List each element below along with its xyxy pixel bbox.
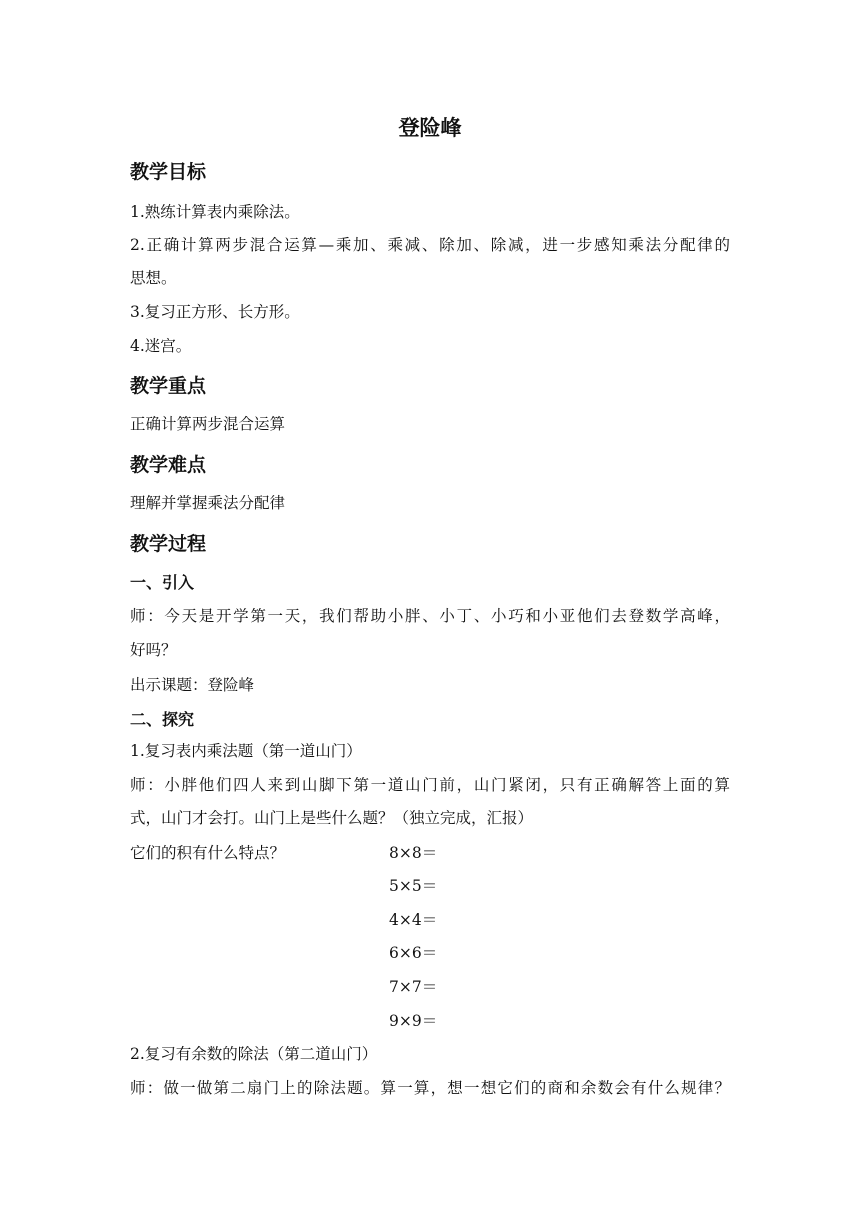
equation-6: 9×9＝ bbox=[389, 1012, 438, 1030]
difficulties-heading: 教学难点 bbox=[130, 454, 207, 476]
equation-4: 6×6＝ bbox=[389, 944, 438, 962]
explore-heading: 二、探究 bbox=[130, 710, 195, 729]
explore-step1-line-3: 它们的积有什么特点？ bbox=[130, 844, 286, 862]
document-title: 登险峰 bbox=[398, 116, 462, 140]
key-points-text: 正确计算两步混合运算 bbox=[130, 415, 286, 433]
explore-step1-line-2: 式，山门才会打。山门上是些什么题？（独立完成，汇报） bbox=[130, 809, 534, 827]
equation-5: 7×7＝ bbox=[389, 978, 438, 996]
goal-item-2-continued: 思想。 bbox=[130, 269, 177, 287]
equation-3: 4×4＝ bbox=[389, 911, 438, 929]
difficulties-text: 理解并掌握乘法分配律 bbox=[130, 494, 286, 512]
intro-line-2: 好吗？ bbox=[130, 641, 177, 659]
explore-step1-line-1: 师：小胖他们四人来到山脚下第一道山门前，山门紧闭，只有正确解答上面的算 bbox=[130, 776, 730, 794]
key-points-heading: 教学重点 bbox=[130, 375, 207, 397]
goal-item-4: 4.迷宫。 bbox=[130, 337, 192, 355]
explore-step2-title: 2.复习有余数的除法（第二道山门） bbox=[130, 1045, 378, 1063]
goal-item-3: 3.复习正方形、长方形。 bbox=[130, 303, 300, 321]
intro-line-1: 师：今天是开学第一天，我们帮助小胖、小丁、小巧和小亚他们去登数学高峰， bbox=[130, 607, 730, 625]
goal-item-2: 2.正确计算两步混合运算—乘加、乘减、除加、除减，进一步感知乘法分配律的 bbox=[130, 236, 730, 254]
process-heading: 教学过程 bbox=[130, 533, 207, 555]
equation-2: 5×5＝ bbox=[389, 877, 438, 895]
equation-1: 8×8＝ bbox=[389, 844, 438, 862]
explore-step1-title: 1.复习表内乘法题（第一道山门） bbox=[130, 742, 362, 760]
explore-step2-line: 师：做一做第二扇门上的除法题。算一算，想一想它们的商和余数会有什么规律？ bbox=[130, 1079, 730, 1097]
goals-heading: 教学目标 bbox=[130, 161, 207, 183]
intro-heading: 一、引入 bbox=[130, 573, 195, 592]
goal-item-1: 1.熟练计算表内乘除法。 bbox=[130, 203, 300, 221]
intro-line-3: 出示课题：登险峰 bbox=[130, 676, 255, 694]
